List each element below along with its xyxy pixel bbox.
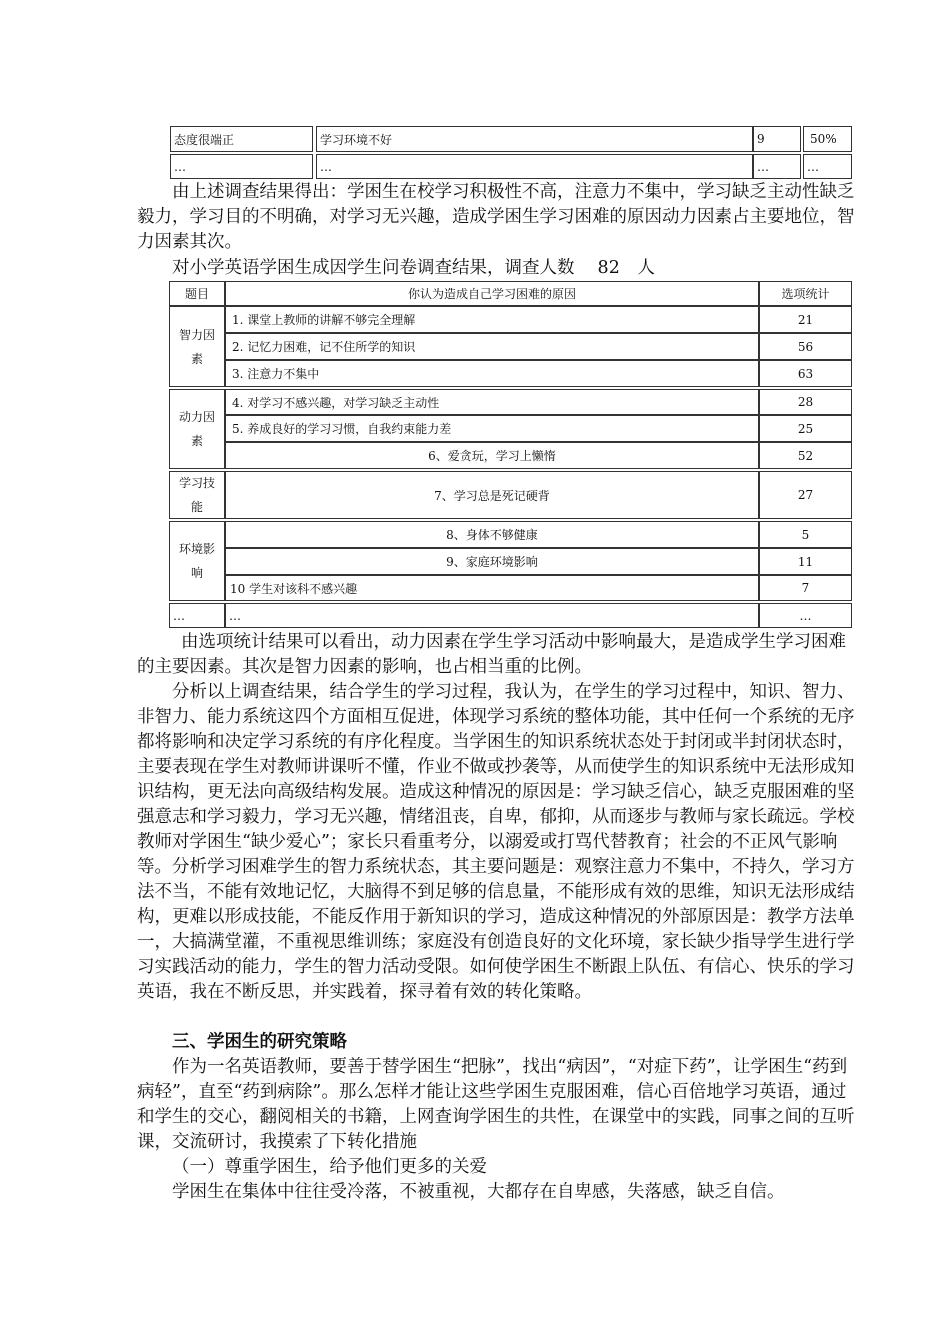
survey-title: 对小学英语学困生成因学生问卷调查结果，调查人数 82 人 (172, 258, 655, 278)
subheading: （一）尊重学困生，给予他们更多的关爱 (172, 1157, 487, 1177)
table-cell: 9 (753, 126, 801, 152)
category-cell: 环境影响 (169, 521, 225, 601)
count-cell: 21 (759, 306, 852, 333)
count-cell: 7 (759, 575, 852, 601)
count-cell: 11 (759, 548, 852, 575)
reason-cell: 8、身体不够健康 (225, 521, 759, 548)
category-cell: 动力因素 (169, 389, 225, 469)
count-cell: … (759, 603, 852, 628)
count-cell: 52 (759, 442, 852, 469)
paragraph: 由上述调查结果得出：学困生在校学习积极性不高，注意力不集中，学习缺乏主动性缺乏毅力，学习目的不明确，对学习无兴趣，造成学困生学习困难的原因动力因素占主要地位，智力因素其次。 (137, 182, 855, 252)
count-cell: 56 (759, 333, 852, 360)
count-cell: 5 (759, 521, 852, 548)
reason-cell: 4. 对学习不感兴趣，对学习缺乏主动性 (225, 389, 759, 415)
table-header: 题目 (169, 281, 225, 306)
count-cell: 28 (759, 389, 852, 415)
table-header: 你认为造成自己学习困难的原因 (225, 281, 759, 306)
paragraph: 学困生在集体中往往受冷落，不被重视，大都存在自卑感，失落感，缺乏自信。 (172, 1182, 785, 1202)
table-cell: … (316, 154, 753, 179)
category-cell: 学习技能 (169, 471, 225, 519)
reason-cell: 5. 养成良好的学习习惯，自我约束能力差 (225, 415, 759, 442)
table-header: 选项统计 (759, 281, 852, 306)
reason-cell: … (225, 603, 759, 628)
table-cell: 学习环境不好 (316, 126, 753, 152)
table-cell: 态度很端正 (170, 126, 313, 152)
count-cell: 27 (759, 471, 852, 519)
paragraph: 作为一名英语教师，要善于替学困生“把脉”，找出“病因”，“对症下药”，让学困生“药到病轻”，直至“药到病除”。那么怎样才能让这些学困生克服困难，信心百倍地学习英语，通过和学生的交心，翻阅相关的书籍，上网查询学困生的共性，在课堂中的实践，同事之间的互听课，交流研讨，我摸索了下转化措施 (137, 1057, 855, 1152)
reason-cell: 1. 课堂上教师的讲解不够完全理解 (225, 306, 759, 333)
table-cell: … (753, 154, 801, 179)
reason-cell: 2. 记忆力困难，记不住所学的知识 (225, 333, 759, 360)
paragraph: 分析以上调查结果，结合学生的学习过程，我认为，在学生的学习过程中，知识、智力、非智力、能力系统这四个方面相互促进，体现学习系统的整体功能，其中任何一个系统的无序都将影响和决定学习系统的有序化程度。当学困生的知识系统状态处于封闭或半封闭状态时，主要表现在学生对教师讲课听不懂，作业不做或抄袭等，从而使学生的知识系统中无法形成知识结构，更无法向高级结构发展。造成这种情况的原因是：学习缺乏信心，缺乏克服困难的坚强意志和学习毅力，学习无兴趣，情绪沮丧，自卑，郁抑，从而逐步与教师与家长疏远。学校教师对学困生“缺少爱心”；家长只看重考分，以溺爱或打骂代替教育；社会的不正风气影响等。分析学习困难学生的智力系统状态，其主要问题是：观察注意力不集中，不持久，学习方法不当，不能有效地记忆，大脑得不到足够的信息量，不能形成有效的思维，知识无法形成结构，更难以形成技能，不能反作用于新知识的学习，造成这种情况的外部原因是：教学方法单一，大搞满堂灌，不重视思维训练；家庭没有创造良好的文化环境，家长缺少指导学生进行学习实践活动的能力，学生的智力活动受限。如何使学困生不断跟上队伍、有信心、快乐的学习英语，我在不断反思，并实践着，探寻着有效的转化策略。 (137, 682, 855, 1002)
count-cell: 63 (759, 360, 852, 387)
category-cell: 智力因素 (169, 306, 225, 387)
table-cell: … (803, 154, 852, 179)
reason-cell: 10 学生对该科不感兴趣 (225, 575, 759, 601)
reason-cell: 9、家庭环境影响 (225, 548, 759, 575)
reason-cell: 7、学习总是死记硬背 (225, 471, 759, 519)
survey-table (169, 281, 852, 628)
category-cell: … (169, 603, 225, 628)
reason-cell: 3. 注意力不集中 (225, 360, 759, 387)
table-cell: … (170, 154, 313, 179)
reason-cell: 6、爱贪玩，学习上懒惰 (225, 442, 759, 469)
section-heading: 三、学困生的研究策略 (172, 1032, 347, 1052)
table-cell: 50% (803, 126, 852, 152)
count-cell: 25 (759, 415, 852, 442)
paragraph: 由选项统计结果可以看出，动力因素在学生学习活动中影响最大，是造成学生学习困难的主要因素。其次是智力因素的影响，也占相当重的比例。 (137, 632, 846, 677)
